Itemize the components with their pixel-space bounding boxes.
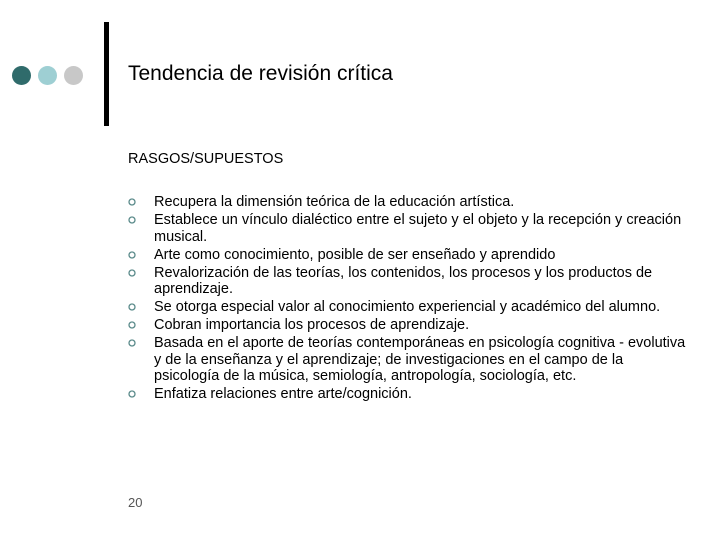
hollow-circle-icon bbox=[128, 299, 154, 311]
bullet-item bbox=[128, 212, 688, 245]
bullet-text: Cobran importancia los procesos de aprendizaje. bbox=[154, 317, 470, 333]
bullet-text: Establece un vínculo dialéctico entre el sujeto y el objeto y la recepción y creación musical. bbox=[154, 212, 682, 245]
bullet-item bbox=[128, 299, 688, 316]
page-number: 20 bbox=[128, 495, 143, 510]
hollow-circle-icon bbox=[128, 194, 154, 206]
hollow-circle-icon bbox=[128, 386, 154, 398]
bullet-text: Enfatiza relaciones entre arte/cognición. bbox=[154, 386, 412, 402]
dot-gray bbox=[64, 66, 83, 85]
bullet-item bbox=[128, 317, 688, 334]
bullet-item bbox=[128, 265, 688, 298]
bullet-item bbox=[128, 194, 688, 211]
hollow-circle-icon bbox=[128, 335, 154, 347]
bullet-item bbox=[128, 386, 688, 403]
dot-light-teal bbox=[38, 66, 57, 85]
title-divider-bar bbox=[104, 22, 109, 126]
hollow-circle-icon bbox=[128, 212, 154, 224]
section-heading: RASGOS/SUPUESTOS bbox=[128, 151, 284, 167]
slide-title: Tendencia de revisión crítica bbox=[128, 62, 393, 85]
bullet-list bbox=[128, 194, 688, 404]
bullet-text: Basada en el aporte de teorías contemporáneas en psicología cognitiva - evolutiva y de la enseñanza y el aprendizaje; de investigaciones en el campo de la psicología de la música, semiología, antropología, sociología, etc. bbox=[154, 335, 686, 384]
decorative-dots bbox=[12, 66, 83, 85]
dot-dark-teal bbox=[12, 66, 31, 85]
hollow-circle-icon bbox=[128, 247, 154, 259]
bullet-item bbox=[128, 335, 688, 385]
hollow-circle-icon bbox=[128, 265, 154, 277]
bullet-text: Se otorga especial valor al conocimiento experiencial y académico del alumno. bbox=[154, 299, 661, 315]
bullet-item bbox=[128, 247, 688, 264]
bullet-text: Arte como conocimiento, posible de ser enseñado y aprendido bbox=[154, 246, 556, 263]
bullet-text: Recupera la dimensión teórica de la educación artística. bbox=[154, 194, 515, 210]
bullet-text: Revalorización de las teorías, los contenidos, los procesos y los productos de aprendizaje. bbox=[154, 264, 653, 297]
hollow-circle-icon bbox=[128, 317, 154, 329]
